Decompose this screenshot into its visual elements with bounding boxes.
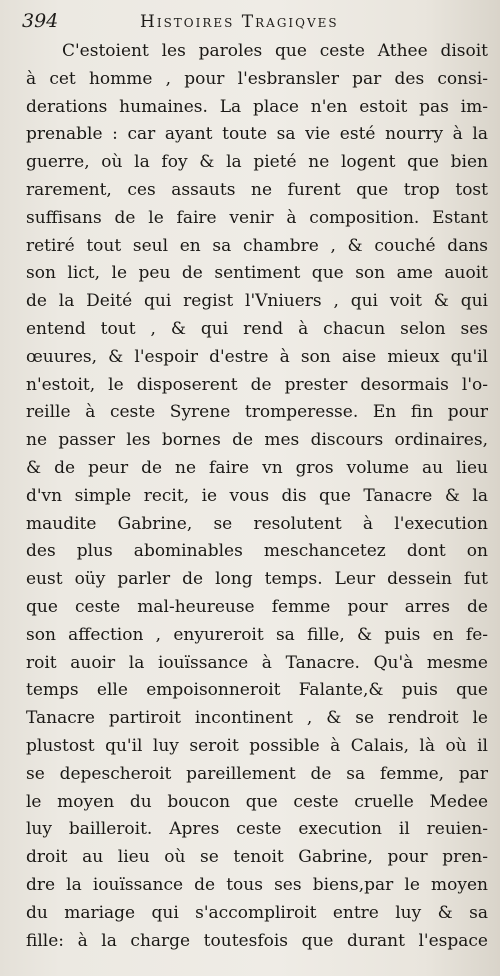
text-line: son affection , enyureroit sa fille, & puis en fe- (26, 624, 488, 645)
text-line: reille à ceste Syrene tromperesse. En fin pour (26, 402, 488, 423)
text-line: entend tout , & qui rend à chacun selon ses (26, 318, 488, 339)
text-line: ne passer les bornes de mes discours ordinaires, (26, 430, 488, 451)
text-line: prenable : car ayant toute sa vie esté nourry à la (26, 124, 488, 145)
text-line: temps elle empoisonneroit Falante,& puis que (26, 680, 488, 701)
text-line: à cet homme , pour l'esbransler par des consi- (26, 68, 488, 89)
text-line: des plus abominables meschancetez dont on (26, 541, 488, 562)
text-line: n'estoit, le disposerent de prester desormais l'o- (26, 374, 488, 395)
text-line: se depescheroit pareillement de sa femme, par (26, 763, 488, 784)
text-line: de la Deité qui regist l'Vniuers , qui voit & qui (26, 291, 488, 312)
text-line: luy bailleroit. Apres ceste execution il reuien- (26, 819, 488, 840)
text-line: eust oüy parler de long temps. Leur dessein fut (26, 569, 488, 590)
page-header (22, 10, 488, 36)
text-line: droit au lieu où se tenoit Gabrine, pour pren- (26, 847, 488, 868)
text-line: guerre, où la foy & la pieté ne logent que bien (26, 152, 488, 173)
text-line: rarement, ces assauts ne furent que trop tost (26, 179, 488, 200)
text-line: œuures, & l'espoir d'estre à son aise mieux qu'il (26, 346, 488, 367)
text-line: Tanacre partiroit incontinent , & se rendroit le (26, 708, 488, 729)
text-line: plustost qu'il luy seroit possible à Calais, là où il (26, 735, 488, 756)
text-line: retiré tout seul en sa chambre , & couché dans (26, 235, 488, 256)
page-number: 394 (22, 10, 59, 32)
text-line: que ceste mal-heureuse femme pour arres de (26, 596, 488, 617)
text-line: suffisans de le faire venir à composition. Estant (26, 207, 488, 228)
text-line: du mariage qui s'accompliroit entre luy & sa (26, 902, 488, 923)
text-line: fille: à la charge toutesfois que durant l'espace (26, 930, 488, 951)
text-line: derations humaines. La place n'en estoit pas im- (26, 96, 488, 117)
text-line: d'vn simple recit, ie vous dis que Tanacre & la (26, 485, 488, 506)
text-line: C'estoient les paroles que ceste Athee disoit (62, 41, 488, 61)
text-line: & de peur de ne faire vn gros volume au lieu (26, 457, 488, 478)
running-title: Histoires Tragiqves (140, 12, 339, 32)
text-line: le moyen du boucon que ceste cruelle Medee (26, 791, 488, 812)
text-line: dre la iouïssance de tous ses biens,par le moyen (26, 874, 488, 895)
text-line: roit auoir la iouïssance à Tanacre. Qu'à mesme (26, 652, 488, 673)
body-text (26, 38, 488, 955)
text-line: son lict, le peu de sentiment que son ame auoit (26, 263, 488, 284)
text-line: maudite Gabrine, se resolutent à l'execution (26, 513, 488, 534)
